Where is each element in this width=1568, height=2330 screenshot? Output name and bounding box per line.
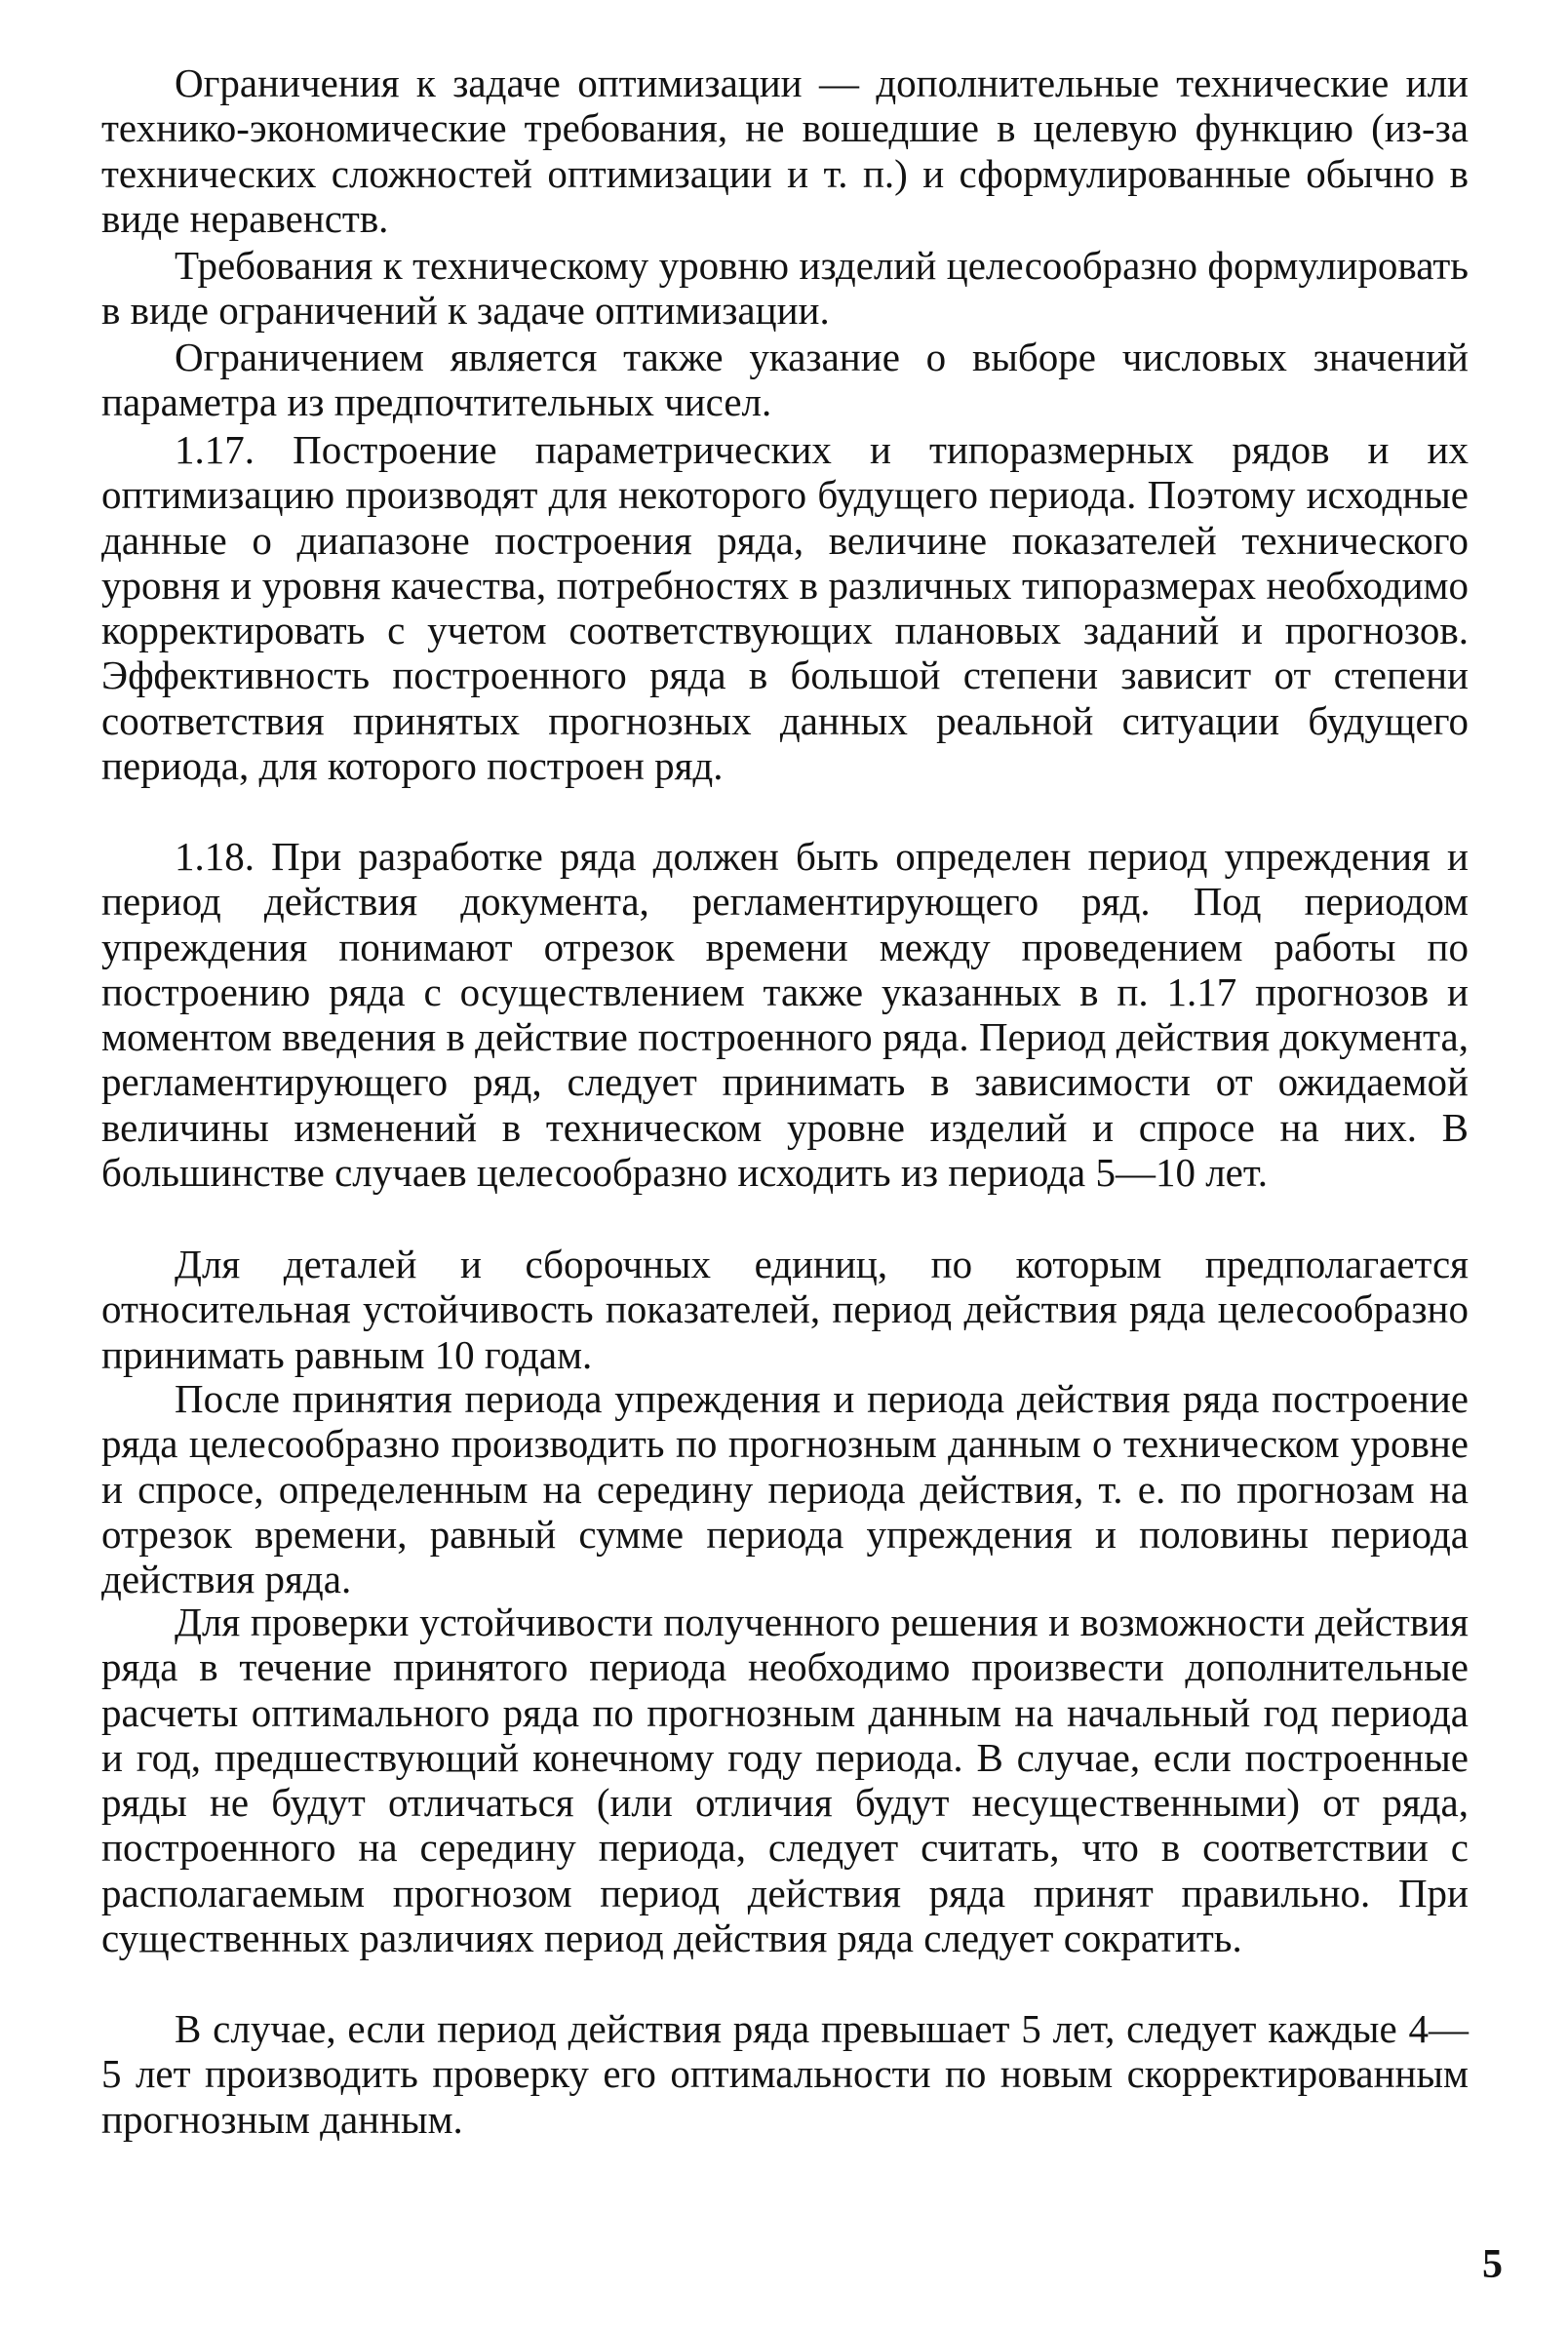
page-number: 5 <box>1482 2242 1503 2287</box>
paragraph-periodic-review: В случае, если период действия ряда превышает 5 лет, следует каждые 4—5 лет производить проверку его оптимальности по новым скорректированным прогнозным данным. <box>101 2006 1469 2142</box>
paragraph-technical-level-requirements: Требования к техническому уровню изделий целесообразно формулировать в виде ограничений к задаче оптимизации. <box>101 243 1469 334</box>
paragraph-details-assembly-units: Для деталей и сборочных единиц, по которым предполагается относительная устойчивость показателей, период действия ряда целесообразно принимать равным 10 годам. <box>101 1242 1469 1377</box>
paragraph-section-1-18: 1.18. При разработке ряда должен быть определен период упреждения и период действия документа, регламентирующего ряд. Под периодом упреждения понимают отрезок времени между проведением работы по построению ряда с осуществлением также указанных в п. 1.17 прогнозов и моментом введения в действие построенного ряда. Период действия документа, регламентирующего ряд, следует принимать в зависимости от ожидаемой величины изменений в техническом уровне изделий и спросе на них. В большинстве случаев целесообразно исходить из периода 5—10 лет. <box>101 834 1469 1196</box>
paragraph-stability-check: Для проверки устойчивости полученного решения и возможности действия ряда в течение принятого периода необходимо произвести дополнительные расчеты оптимального ряда по прогнозным данным на начальный год периода и год, предшествующий конечному году периода. В случае, если построенные ряды не будут отличаться (или отличия будут несущественными) от ряда, построенного на середину периода, следует считать, что в соответствии с располагаемым прогнозом период действия ряда принят правильно. При существенных различиях период действия ряда следует сократить. <box>101 1599 1469 1961</box>
paragraph-optimization-constraints: Ограничения к задаче оптимизации — дополнительные технические или технико-экономические требования, не вошедшие в целевую функцию (из-за технических сложностей оптимизации и т. п.) и сформулированные обычно в виде неравенств. <box>101 60 1469 241</box>
paragraph-preferred-numbers: Ограничением является также указание о выборе числовых значений параметра из предпочтительных чисел. <box>101 335 1469 425</box>
paragraph-section-1-17: 1.17. Построение параметрических и типоразмерных рядов и их оптимизацию производят для некоторого будущего периода. Поэтому исходные данные о диапазоне построения ряда, величине показателей технического уровня и уровня качества, потребностях в различных типоразмерах необходимо корректировать с учетом соответствующих плановых заданий и прогнозов. Эффективность построенного ряда в большой степени зависит от степени соответствия принятых прогнозных данных реальной ситуации будущего периода, для которого построен ряд. <box>101 427 1469 789</box>
paragraph-forecast-period: После принятия периода упреждения и периода действия ряда построение ряда целесообразно производить по прогнозным данным о техническом уровне и спросе, определенным на середину периода действия, т. е. по прогнозам на отрезок времени, равный сумме периода упреждения и половины периода действия ряда. <box>101 1376 1469 1602</box>
